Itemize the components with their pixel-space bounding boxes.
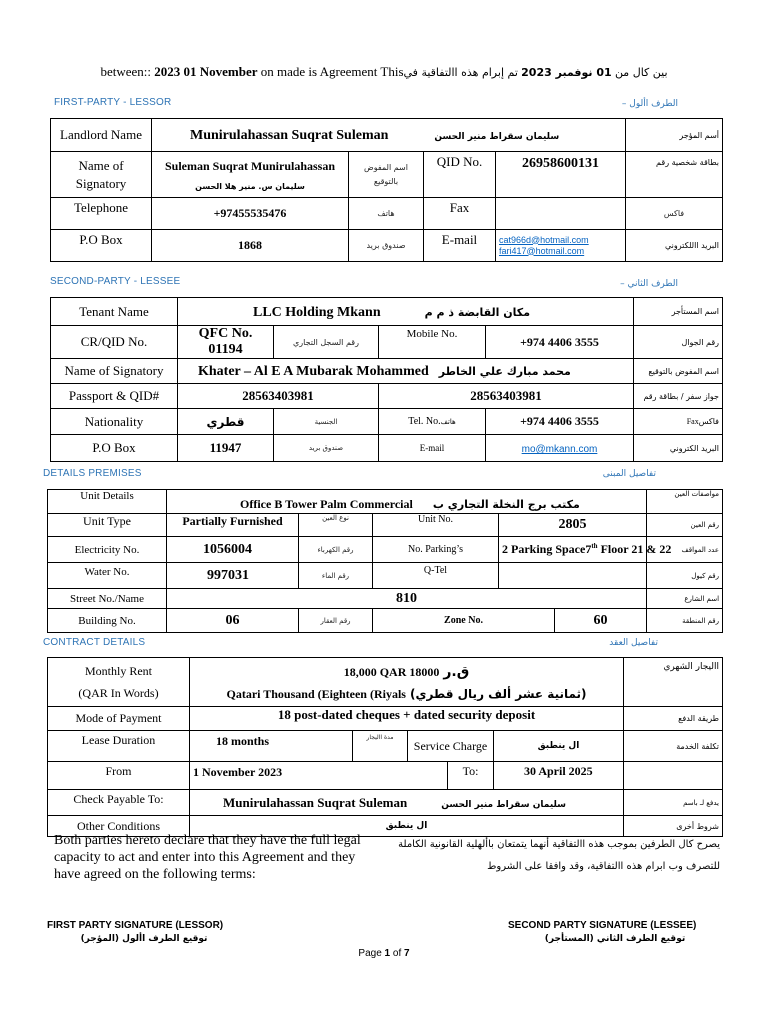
tenant-signatory-ar: محمد مبارك علي الخاطر bbox=[438, 365, 571, 378]
nationality-label-ar: الجنسية bbox=[274, 409, 379, 435]
telephone-value: +97455535476 bbox=[152, 198, 349, 230]
contract-title-ar: تفاصيل العقد bbox=[609, 638, 658, 648]
signatory-label: Name of Signatory bbox=[51, 152, 152, 198]
email-link-2[interactable]: fari417@hotmail.com bbox=[499, 245, 585, 256]
telephone-label-ar: هاتف bbox=[349, 198, 424, 230]
intro-english-suffix: on made is Agreement This bbox=[260, 64, 404, 79]
zone-label: Zone No. bbox=[373, 609, 555, 633]
to-label: To: bbox=[448, 762, 494, 790]
tenant-pobox-label: P.O Box bbox=[51, 435, 178, 462]
rent-label-line-1: Monthly Rent bbox=[84, 664, 152, 678]
first-party-table bbox=[50, 118, 723, 262]
email-label: E-mail bbox=[424, 230, 496, 262]
pobox-label-ar: صندوق بريد bbox=[349, 230, 424, 262]
page-total: 7 bbox=[404, 948, 410, 959]
cr-value: QFC No. 01194 bbox=[178, 326, 274, 359]
email-label-ar: البريد االلكتروني bbox=[626, 230, 723, 262]
payment-label-ar: طريقة الدفع bbox=[624, 707, 723, 731]
electricity-label: Electricity No. bbox=[48, 537, 167, 563]
tenant-signatory-en: Khater – Al E A Mubarak Mohammed bbox=[198, 364, 429, 379]
parking-label-ar: عدد المواقف bbox=[647, 537, 723, 563]
to-extra bbox=[624, 762, 723, 790]
building-label: Building No. bbox=[48, 609, 167, 633]
duration-label: Lease Duration bbox=[48, 731, 190, 762]
first-party-title-ar: الطرف األول – bbox=[621, 99, 678, 109]
declaration-arabic: يصرح كال الطرفين بموجب هذه االتفاقية أنهما يتمتعان باألهلية القانونية الكاملة للتصرف وب ابرام هذه االتفاقية، وقد وافقا على الشروط bbox=[398, 839, 720, 872]
qtel-label-ar: رقم كيول bbox=[647, 563, 723, 589]
other-value: ال ينطبق bbox=[190, 816, 624, 837]
landlord-name-ar: سليمان سقراط منير الحسن bbox=[434, 132, 560, 142]
cheque-value-en: Munirulahassan Suqrat Suleman bbox=[223, 794, 408, 810]
rent-value-currency-ar: ق.ر bbox=[443, 664, 470, 680]
second-party-signature-label-ar: توقيع الطرف الثاني (المستأجر) bbox=[544, 934, 686, 944]
rent-label-ar: االيجار الشهري bbox=[624, 658, 723, 707]
contract-title: CONTRACT DETAILS bbox=[43, 637, 146, 648]
electricity-label-ar: رقم الكهرباء bbox=[299, 537, 373, 563]
fax-value bbox=[496, 198, 626, 230]
service-label-ar: تكلفة الخدمة bbox=[624, 731, 723, 762]
tenant-email-label-ar: البريد الكتروني bbox=[634, 435, 723, 462]
tenant-signatory-label: Name of Signatory bbox=[51, 359, 178, 384]
tenant-name-label-ar: اسم المستأجر bbox=[634, 298, 723, 326]
duration-value: 18 months bbox=[190, 731, 353, 762]
intro-english-prefix: between:: bbox=[100, 64, 152, 79]
second-party-signature-label: SECOND PARTY SIGNATURE (LESSEE) bbox=[508, 920, 697, 931]
tenant-name-en: LLC Holding Mkann bbox=[253, 304, 381, 320]
rent-label bbox=[48, 658, 190, 707]
qtel-value bbox=[499, 563, 647, 589]
declaration-english: Both parties hereto declare that they have the full legal capacity to act and enter into this Agreement and they have agreed on the following terms: bbox=[54, 833, 361, 882]
landlord-name-label-ar: أسم المؤجر bbox=[626, 119, 723, 152]
parking-spaces: 2 Parking Space bbox=[502, 542, 586, 556]
qid-label: QID No. bbox=[424, 152, 496, 198]
street-value: 810 bbox=[167, 589, 647, 609]
water-value: 997031 bbox=[167, 563, 299, 589]
cheque-value-ar: سليمان سقراط منير الحسن bbox=[441, 799, 567, 810]
passport-value-1: 28563403981 bbox=[178, 384, 379, 409]
duration-label-ar: مدة االيجار bbox=[353, 731, 408, 762]
rent-value-words: Qatari Thousand (Eighteen (Riyals bbox=[226, 687, 406, 701]
nationality-label: Nationality bbox=[51, 409, 178, 435]
pobox-value: 1868 bbox=[152, 230, 349, 262]
mobile-label-ar: رقم الجوال bbox=[634, 326, 723, 359]
tel-label-ar: هاتف bbox=[440, 418, 456, 426]
email-values bbox=[496, 230, 626, 262]
unit-details-label: Unit Details bbox=[48, 490, 167, 514]
unit-no-value: 2805 bbox=[499, 514, 647, 537]
service-value: ال ينطبق bbox=[494, 731, 624, 762]
other-label: Other Conditions bbox=[48, 816, 190, 837]
passport-value-2: 28563403981 bbox=[379, 384, 634, 409]
unit-details-en: Office B Tower Palm Commercial bbox=[240, 497, 413, 511]
tenant-email-label: E-mail bbox=[379, 435, 486, 462]
tel-label bbox=[379, 409, 486, 435]
first-party-title: FIRST-PARTY - LESSOR bbox=[54, 97, 172, 108]
service-label: Service Charge bbox=[408, 731, 494, 762]
tenant-signatory-label-ar: اسم المفوض بالتوقيع bbox=[634, 359, 723, 384]
fax-label-ar-2: فاكس bbox=[698, 417, 719, 426]
building-label-ar: رقم العقار bbox=[299, 609, 373, 633]
floor-ordinal: th bbox=[591, 542, 598, 550]
fax-label: Fax bbox=[424, 198, 496, 230]
street-label-ar: اسم الشارع bbox=[647, 589, 723, 609]
intro-arabic: تم إبرام هذه االتفاقية في bbox=[403, 66, 518, 79]
signatory-value bbox=[152, 152, 349, 198]
parking-value bbox=[499, 537, 672, 563]
fax-label-2 bbox=[634, 409, 723, 435]
nationality-value: قطري bbox=[178, 409, 274, 435]
floor-detail: Floor 21 & 22 bbox=[597, 542, 672, 556]
mobile-value: +974 4406 3555 bbox=[486, 326, 634, 359]
email-link-1[interactable]: cat966d@hotmail.com bbox=[499, 234, 589, 245]
page-number bbox=[0, 948, 768, 959]
premises-title: DETAILS PREMISES bbox=[43, 468, 142, 479]
passport-label-ar: جواز سفر / بطاقة رقم bbox=[634, 384, 723, 409]
mobile-label: Mobile No. bbox=[379, 326, 486, 359]
signatory-value-en: Suleman Suqrat Munirulahassan bbox=[164, 158, 336, 173]
page-prefix: Page bbox=[358, 948, 385, 959]
fax-label-en-2: Fax bbox=[686, 417, 699, 426]
pobox-label: P.O Box bbox=[51, 230, 152, 262]
zone-label-ar: رقم المنطقة bbox=[647, 609, 723, 633]
rent-value-numeric: 18,000 QAR 18000 bbox=[343, 665, 440, 679]
unit-type-label-ar: نوع العين bbox=[299, 514, 373, 537]
cheque-label-ar: يدفع لـ باسم bbox=[624, 790, 723, 816]
tenant-name-label: Tenant Name bbox=[51, 298, 178, 326]
rent-label-line-2: (QAR In Words) bbox=[78, 686, 159, 700]
intro-date-arabic: 01 نوفمبر 2023 bbox=[521, 66, 612, 79]
premises-table bbox=[47, 489, 723, 633]
second-party-title-ar: الطرف الثاني – bbox=[620, 279, 678, 289]
cr-label-ar: رقم السجل التجاري bbox=[274, 326, 379, 359]
page-mid: of bbox=[390, 948, 405, 959]
first-party-signature-label-ar: توقيع الطرف األول (المؤجر) bbox=[80, 934, 208, 944]
electricity-value: 1056004 bbox=[167, 537, 299, 563]
tel-label-en: Tel. No. bbox=[408, 416, 441, 427]
building-value: 06 bbox=[167, 609, 299, 633]
payment-value: 18 post-dated cheques + dated security deposit bbox=[190, 707, 624, 731]
from-label: From bbox=[48, 762, 190, 790]
unit-no-label-ar: رقم العين bbox=[647, 514, 723, 537]
unit-type-label: Unit Type bbox=[48, 514, 167, 537]
cheque-label: Check Payable To: bbox=[48, 790, 190, 816]
landlord-name-en: Munirulahassan Suqrat Suleman bbox=[190, 128, 389, 143]
passport-label: Passport & QID# bbox=[51, 384, 178, 409]
unit-type-value: Partially Furnished bbox=[167, 514, 299, 537]
tenant-signatory-value bbox=[178, 359, 634, 384]
tenant-name-ar: مكان القابضة ذ م م bbox=[424, 305, 531, 319]
tel-value: +974 4406 3555 bbox=[486, 409, 634, 435]
unit-no-label: Unit No. bbox=[373, 514, 499, 537]
street-label: Street No./Name bbox=[48, 589, 167, 609]
qid-value: 26958600131 bbox=[496, 152, 626, 198]
telephone-label: Telephone bbox=[51, 198, 152, 230]
zone-value: 60 bbox=[555, 609, 647, 633]
first-party-signature-label: FIRST PARTY SIGNATURE (LESSOR) bbox=[47, 920, 224, 931]
cheque-value bbox=[190, 790, 624, 816]
qtel-label: Q-Tel bbox=[373, 563, 499, 589]
fax-label-ar: فاكس bbox=[626, 198, 723, 230]
rent-value-words-ar: (ثمانية عشر ألف ريال قطري) bbox=[409, 687, 587, 701]
qid-label-ar: بطاقة شخصية رقم bbox=[626, 152, 723, 198]
signatory-label-ar: اسم المفوض بالتوقيع bbox=[349, 152, 424, 198]
second-party-title: SECOND-PARTY - LESSEE bbox=[50, 276, 181, 287]
unit-details-ar: مكتب برج النخلة التجاري ب bbox=[432, 498, 580, 511]
tenant-pobox-value: 11947 bbox=[178, 435, 274, 462]
page-current: 1 bbox=[384, 948, 391, 959]
unit-details-label-ar: مواصفات العين bbox=[647, 490, 723, 514]
contract-table bbox=[47, 657, 723, 837]
intro-arabic-tail: بين كال من bbox=[614, 66, 668, 79]
floor-number: 7 bbox=[585, 542, 592, 556]
tenant-email-link[interactable]: mo@mkann.com bbox=[521, 444, 598, 455]
agreement-intro bbox=[0, 64, 768, 80]
payment-label: Mode of Payment bbox=[48, 707, 190, 731]
premises-title-ar: تفاصيل المبنى bbox=[602, 469, 656, 479]
tenant-pobox-label-ar: صندوق بريد bbox=[274, 435, 379, 462]
tenant-name-value bbox=[178, 298, 634, 326]
signatory-value-ar: سليمان س. منير هلا الحسن bbox=[195, 181, 305, 191]
landlord-name-value bbox=[152, 119, 626, 152]
second-party-table bbox=[50, 297, 723, 462]
from-value: 1 November 2023 bbox=[190, 762, 448, 790]
water-label: Water No. bbox=[48, 563, 167, 589]
unit-details-value bbox=[167, 490, 647, 514]
water-label-ar: رقم الماء bbox=[299, 563, 373, 589]
cr-label: CR/QID No. bbox=[51, 326, 178, 359]
landlord-name-label: Landlord Name bbox=[51, 119, 152, 152]
to-value: 30 April 2025 bbox=[494, 762, 624, 790]
parking-label: No. Parking’s bbox=[373, 537, 499, 563]
intro-date-english: 2023 01 November bbox=[154, 64, 258, 79]
other-label-ar: شروط أخرى bbox=[624, 816, 723, 837]
rent-value bbox=[190, 658, 624, 707]
tenant-email-cell bbox=[486, 435, 634, 462]
